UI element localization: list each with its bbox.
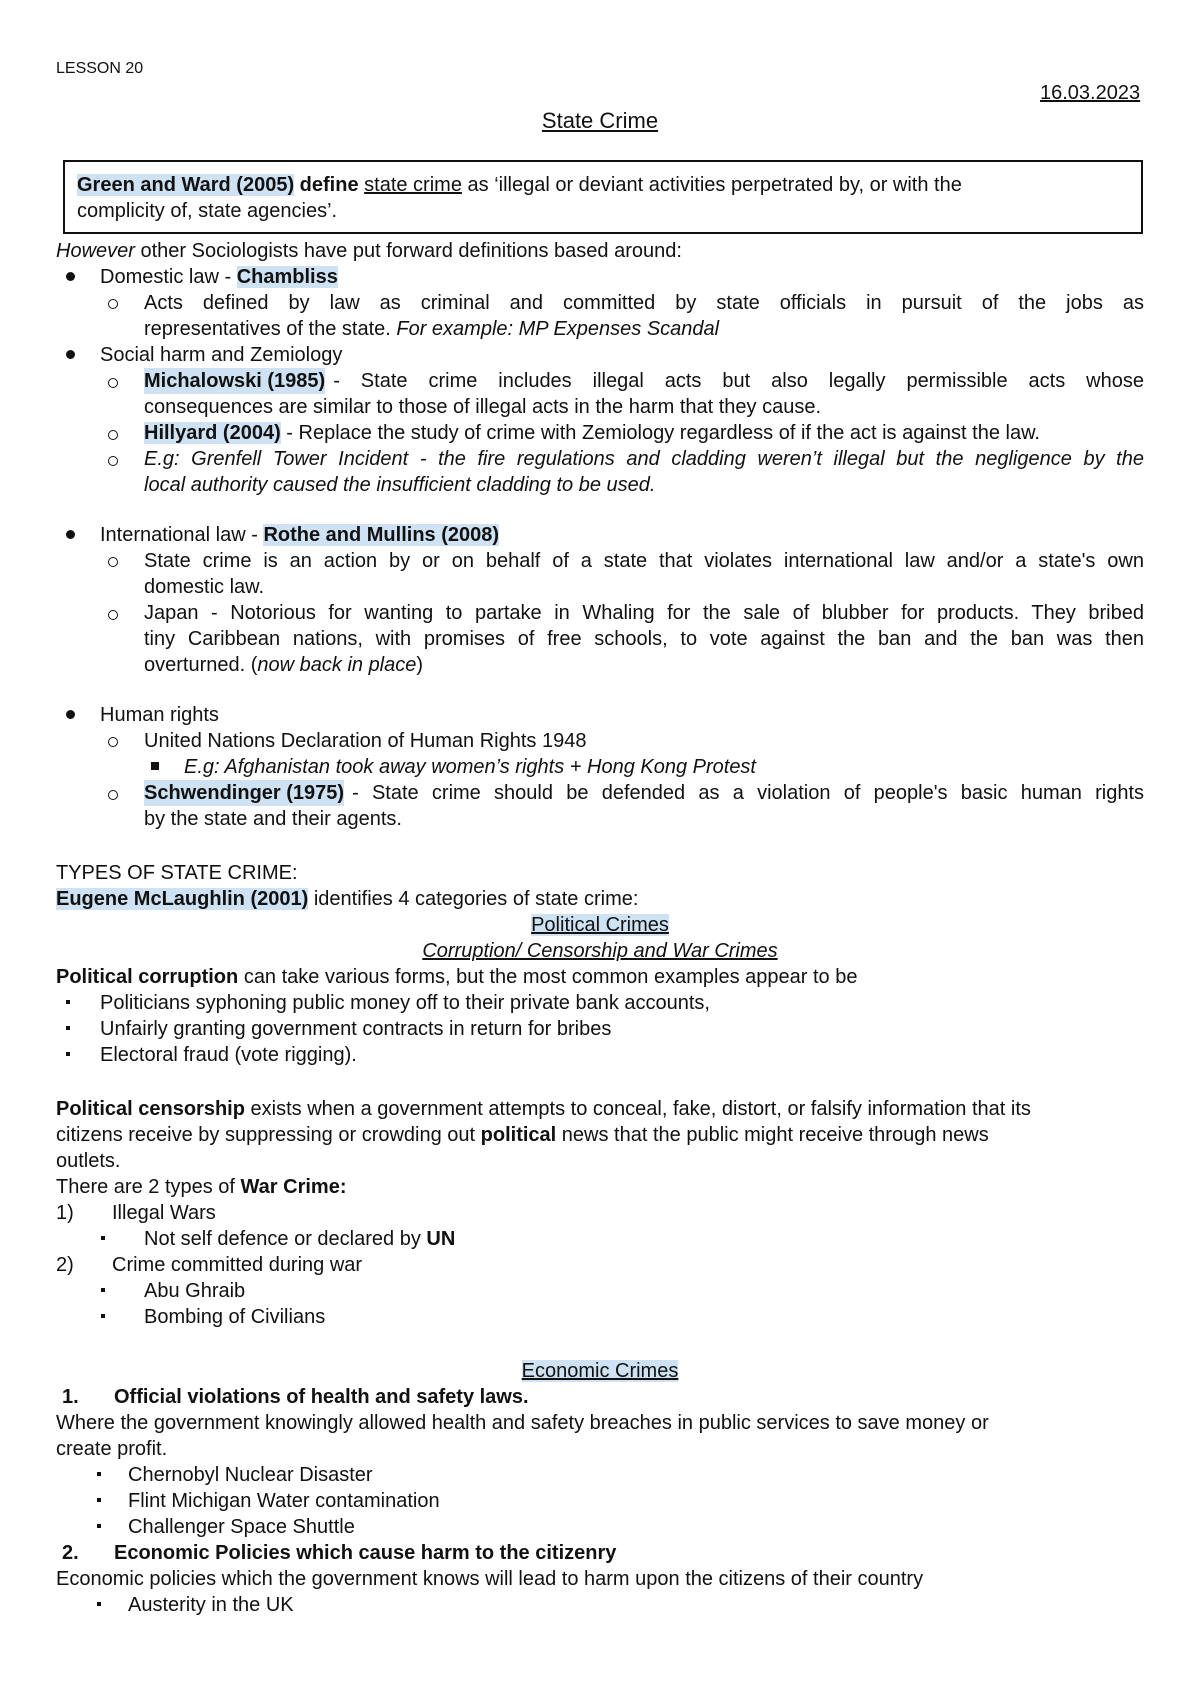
censorship-line-3: outlets. — [56, 1150, 121, 1172]
japan-paren: ) — [416, 654, 424, 676]
war-crime-intro — [56, 1174, 347, 1200]
international-law-item — [100, 522, 499, 548]
bullet-ring-icon — [108, 737, 118, 747]
corruption-bold: Political corruption — [56, 966, 239, 988]
war-item-number: 1) — [56, 1202, 74, 1224]
intro-line — [56, 238, 682, 264]
war-sub-text: Not self defence or declared by — [144, 1228, 421, 1250]
economic-example: Flint Michigan Water contamination — [128, 1490, 440, 1512]
censorship-line-2 — [56, 1122, 989, 1148]
definition-authors: Green and Ward (2005) — [77, 174, 295, 196]
bullet-ring-icon — [108, 610, 118, 620]
international-sub1-line-2: domestic law. — [144, 576, 265, 598]
japan-line-1: Japan - Notorious for wanting to partake in Whaling for the sale of blubber for products. They bribed — [144, 602, 1144, 624]
war-sub-item: Abu Ghraib — [144, 1280, 246, 1302]
domestic-sub-line-1: Acts defined by law as criminal and committed by state officials in pursuit of the jobs as — [144, 292, 1144, 314]
bullet-ring-icon — [108, 790, 118, 800]
political-crimes-heading — [0, 912, 1200, 938]
grenfell-line-2: local authority caused the insufficient cladding to be used. — [144, 474, 656, 496]
economic-item-desc: Economic policies which the government knows will lead to harm upon the citizens of their country — [56, 1568, 924, 1590]
human-rights-item: Human rights — [100, 704, 219, 726]
japan-note: now back in place — [257, 654, 417, 676]
types-text: identifies 4 categories of state crime: — [313, 888, 639, 910]
war-intro-text: There are 2 types of — [56, 1176, 235, 1198]
grenfell-line-1: E.g: Grenfell Tower Incident - the fire regulations and cladding weren’t illegal but the negligence by the — [144, 448, 1144, 470]
war-intro-bold: War Crime: — [240, 1176, 347, 1198]
bullet-square-icon — [151, 762, 159, 770]
war-sub-item — [144, 1226, 455, 1252]
bullet-dot-icon — [66, 272, 75, 281]
bullet-ring-icon — [108, 378, 118, 388]
michalowski-line-1 — [144, 368, 1144, 394]
schwendinger-line-1 — [144, 780, 1144, 806]
domestic-sub-line-2 — [144, 316, 719, 342]
domestic-law-item — [100, 264, 338, 290]
bullet-dot-icon — [66, 530, 75, 539]
michalowski-line-2: consequences are similar to those of illegal acts in the harm that they cause. — [144, 396, 822, 418]
political-heading-text: Political Crimes — [531, 914, 669, 936]
domestic-example: For example: MP Expenses Scandal — [396, 318, 720, 340]
bullet-small-icon — [66, 1026, 70, 1030]
war-sub-item: Bombing of Civilians — [144, 1306, 326, 1328]
social-harm-item: Social harm and Zemiology — [100, 344, 343, 366]
page-title: State Crime — [541, 108, 659, 133]
types-intro — [56, 886, 638, 912]
schwendinger-text: - State crime should be defended as a violation of people's basic human rights — [352, 782, 1144, 804]
economic-example: Chernobyl Nuclear Disaster — [128, 1464, 373, 1486]
lesson-date: 16.03.2023 — [1040, 82, 1141, 104]
domestic-author: Chambliss — [236, 266, 338, 288]
japan-line-2: tiny Caribbean nations, with promises of free schools, to vote against the ban and the ban was then — [144, 628, 1144, 650]
international-sub1-line-1: State crime is an action by or on behalf of a state that violates international law and/or a state's own — [144, 550, 1144, 572]
corruption-line — [56, 964, 857, 990]
bullet-ring-icon — [108, 430, 118, 440]
censorship-bold-word: political — [480, 1124, 557, 1146]
bullet-dot-icon — [66, 350, 75, 359]
corruption-item: Politicians syphoning public money off to their private bank accounts, — [100, 992, 710, 1014]
hillyard-author: Hillyard (2004) — [144, 422, 281, 444]
types-author: Eugene McLaughlin (2001) — [56, 888, 309, 910]
censorship-text: news that the public might receive through news — [561, 1124, 989, 1146]
political-subheading: Corruption/ Censorship and War Crimes — [422, 940, 778, 962]
bullet-ring-icon — [108, 456, 118, 466]
economic-crimes-heading — [0, 1358, 1200, 1384]
definition-line-1 — [77, 172, 962, 198]
war-item-label: Illegal Wars — [112, 1202, 216, 1224]
bullet-small-icon — [97, 1524, 101, 1528]
censorship-bold: Political censorship — [56, 1098, 245, 1120]
schwendinger-author: Schwendinger (1975) — [144, 782, 345, 804]
bullet-small-icon — [97, 1472, 101, 1476]
lesson-label: LESSON 20 — [56, 60, 144, 77]
human-rights-example: E.g: Afghanistan took away women’s rights + Hong Kong Protest — [184, 756, 756, 778]
censorship-line-1 — [56, 1096, 1031, 1122]
japan-line-3 — [144, 652, 423, 678]
schwendinger-line-2: by the state and their agents. — [144, 808, 402, 830]
war-item-number: 2) — [56, 1254, 74, 1276]
economic-example: Austerity in the UK — [128, 1594, 294, 1616]
definition-verb: define — [299, 174, 359, 196]
definition-term: state crime — [364, 174, 462, 196]
michalowski-text: - State crime includes illegal acts but also legally permissible acts whose — [333, 370, 1144, 392]
war-item-label: Crime committed during war — [112, 1254, 363, 1276]
corruption-item: Electoral fraud (vote rigging). — [100, 1044, 357, 1066]
bullet-ring-icon — [108, 299, 118, 309]
michalowski-author: Michalowski (1985) — [144, 370, 326, 392]
international-author: Rothe and Mullins (2008) — [263, 524, 500, 546]
censorship-text: citizens receive by suppressing or crowding out — [56, 1124, 476, 1146]
hillyard-line — [144, 420, 1040, 446]
intro-however: However — [56, 240, 135, 262]
hillyard-text: - Replace the study of crime with Zemiology regardless of if the act is against the law. — [286, 422, 1040, 444]
war-sub-bold: UN — [426, 1228, 456, 1250]
bullet-small-icon — [97, 1498, 101, 1502]
economic-example: Challenger Space Shuttle — [128, 1516, 355, 1538]
bullet-ring-icon — [108, 557, 118, 567]
un-declaration: United Nations Declaration of Human Rights 1948 — [144, 730, 587, 752]
bullet-small-icon — [97, 1602, 101, 1606]
japan-text: overturned. ( — [144, 654, 258, 676]
intro-rest: other Sociologists have put forward definitions based around: — [140, 240, 682, 262]
corruption-text: can take various forms, but the most common examples appear to be — [243, 966, 858, 988]
economic-item-number: 2. — [62, 1542, 79, 1564]
economic-heading-text: Economic Crimes — [521, 1360, 679, 1382]
international-label: International law - — [100, 524, 258, 546]
definition-text: as ‘illegal or deviant activities perpetrated by, or with the — [467, 174, 962, 196]
economic-item-desc: Where the government knowingly allowed health and safety breaches in public services to save money or — [56, 1412, 989, 1434]
bullet-small-icon — [66, 1000, 70, 1004]
definition-line-2: complicity of, state agencies’. — [77, 200, 338, 222]
types-heading: TYPES OF STATE CRIME: — [56, 862, 298, 884]
bullet-small-icon — [101, 1236, 105, 1240]
domestic-label: Domestic law - — [100, 266, 232, 288]
bullet-dot-icon — [66, 710, 75, 719]
censorship-text: exists when a government attempts to conceal, fake, distort, or falsify information that its — [250, 1098, 1031, 1120]
bullet-small-icon — [101, 1288, 105, 1292]
bullet-small-icon — [66, 1052, 70, 1056]
domestic-sub-text: representatives of the state. — [144, 318, 391, 340]
corruption-item: Unfairly granting government contracts in return for bribes — [100, 1018, 612, 1040]
economic-item-number: 1. — [62, 1386, 79, 1408]
economic-item-title: Economic Policies which cause harm to the citizenry — [114, 1542, 617, 1564]
economic-item-title: Official violations of health and safety laws. — [114, 1386, 529, 1408]
economic-item-desc: create profit. — [56, 1438, 168, 1460]
bullet-small-icon — [101, 1314, 105, 1318]
